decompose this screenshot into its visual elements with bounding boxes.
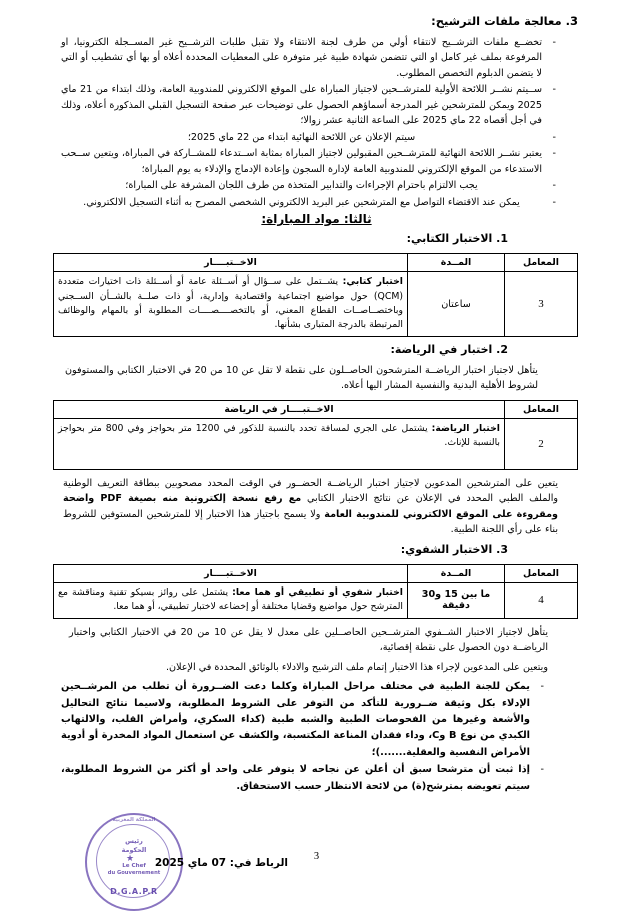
sport-test-table (53, 400, 578, 470)
signature-area (55, 799, 578, 897)
materials-heading: ثالثا: مواد المباراة: (261, 212, 372, 227)
stamp-line-3: Le Chef (122, 863, 146, 870)
list-item: - سيتم الإعلان عن اللائحة النهائية ابتداء من 22 ماي 2025؛ (61, 130, 556, 146)
oral-test-table (53, 564, 578, 619)
list-item: - إذا ثبت أن مترشحا سبق أن أعلن عن نجاحه لا يتوفر على واحد أو أكثر من الشروط المطلوبة، سيتم تعويضه بمترشح(ة) من لائحة الانتظار حسب الاستحقاق. (61, 762, 544, 795)
stamp-line-2: الحكومة (121, 846, 147, 855)
written-test-heading: 1. الاختبار الكتابي: (406, 232, 508, 246)
stamp-abbreviation: D.G.A.P.R (110, 887, 158, 897)
header-sport-test: الاخــتبــــار في الرياضة (54, 400, 505, 418)
list-item: - يمكن عند الاقتضاء التواصل مع المترشحين عبر البريد الالكتروني الشخصي المصرح به أثناء التسجيل الالكتروني. (61, 195, 556, 211)
header-coefficient: المعامل (505, 400, 578, 418)
cell-coefficient: 2 (505, 418, 578, 469)
cell-description-body: يشتمل على الجري لمسافة تحدد بالنسبة للذكور في 1200 متر بحواجز وفي 800 متر بحواجز بالنسبة للإناث. (58, 422, 500, 449)
header-duration: المــدة (408, 564, 505, 582)
header-test: الاخــتبــــار (54, 254, 408, 272)
cell-description-lead: اختبار شفوي أو تطبيقي أو هما معا: (232, 586, 403, 598)
cell-duration: ساعتان (408, 272, 505, 337)
sport-test-note (63, 476, 558, 538)
cell-description (54, 582, 408, 618)
sport-note-bold: مع رفع نسخة إلكترونية منه بصيغة PDF واضحة ومقروءة على الموقع الالكتروني للمندوبية العامة (63, 493, 558, 520)
cell-description-lead: اختبار الرياضة: (431, 422, 500, 434)
list-item: - يجب الالتزام باحترام الإجراءات والتدابير المتخذة من طرف اللجان المشرفة على المباراة؛ (61, 178, 556, 194)
star-icon: ★ (126, 854, 135, 865)
table-row (54, 272, 578, 337)
section-3-heading: 3. معالجة ملفات الترشيح: (431, 14, 578, 28)
list-item: - تخضــع ملفات الترشــيح لانتقاء أولي من طرف لجنة الانتقاء ولا تقبل طلبات الترشــيح غير المســجلة الكترونيا، او المرفوعة بملف غير كامل او التي تتضمن شهادة طبية غير متوفرة على المعطيات المحددة أعلاه أو بها أي تشطيب أو التي لا يتضمن الدبلوم التخصص المطلوب. (61, 35, 556, 82)
list-item: - يمكن للجنة الطبية في مختلف مراحل المباراة وكلما دعت الضــرورة أن تطلب من المرشــحين الإدلاء بكل وثيقة ضــرورية للتأكد من التوفر على الشروط المطلوبة، ولاسيما نتائج التحاليل والأشعة وغيرها من الفحوصات الطبية والشبه طبية (كداء السكري، وأمراض القلب، والالتهاب الكبدي من نوع B وC، وداء فقدان المناعة المكتسبة، والكشف عن استعمال المواد المخدرة أو أدوية الأمراض النفسية والعقلية.......)؛ (61, 679, 544, 761)
header-duration: المــدة (408, 254, 505, 272)
table-header-row (54, 254, 578, 272)
sport-note-part1: يتعين على المترشحين المدعوين لاجتياز اختبار الرياضــة الحضــور في الوقت المحدد مصحوبين ببطاقة التعريف الوطنية والملف الطبي المحدد في الإعلان عن نتائج الاختبار الكتابي (63, 477, 558, 505)
cell-coefficient: 3 (505, 272, 578, 337)
header-test: الاخــتبــــار (54, 564, 408, 582)
header-coefficient: المعامل (505, 254, 578, 272)
cell-duration: ما بين 15 و30 دقيقة (408, 582, 505, 618)
section-3-bullet-list (55, 35, 578, 211)
cell-description (54, 272, 408, 337)
list-item: - يعتبر نشــر اللائحة النهائية للمترشــحين المقبولين لاجتياز المباراة بمثابة اســتدعاء للمشــاركة في المباراة، ويتعين ســحب الاستدعاء من الموقع الإلكتروني للمندوبية العامة لإدارة السجون وإعادة الإدماج والإدلاء به يوم المباراة؛ (61, 146, 556, 177)
sport-test-intro: يتأهل لاجتياز اختبار الرياضــة المترشحون الحاصــلون على نقطة لا تقل عن 10 من 20 في الاختبار الكتابي والمستوفون لشروط الأهلية البدنية والنفسية المشار اليها أعلاه. (65, 364, 538, 392)
stamp-line-4: du Gouvernement (107, 870, 161, 877)
table-row (54, 418, 578, 469)
stamp-arc-text: المملكة المغربية (112, 817, 156, 824)
final-notes-list (55, 679, 578, 795)
oral-test-note-1: يتأهل لاجتياز الاختبار الشــفوي المترشــحين الحاصــلين على معدل لا يقل عن 10 من 20 في الاختبار الكتابي واختبار الرياضــة دون الحصول على نقطة إقصائية، (69, 626, 548, 654)
date-line: الرباط في: 07 ماي 2025 (154, 857, 288, 870)
cell-description-body: يشــتمل على ســؤال أو أســئلة عامة أو أســئلة ذات اختيارات متعددة (QCM) حول مواضيع اجتماعية واقتصادية وإدارية، أو ذات صلــة بالشــأن الســجني وباختصــاصــات القطاع المعني، أو بالتخصــــصــــات المطلوبة أو بالمهام والوظائف المرتبطة بالدرجة المتبارى بشأنها. (58, 276, 403, 331)
oral-test-note-2: ويتعين على المدعوين لإجراء هذا الاختبار إتمام ملف الترشيح والادلاء بالوثائق المحددة في الإعلان. (165, 661, 548, 673)
sport-test-heading: 2. اختبار في الرياضة: (390, 342, 508, 356)
stamp-line-1: رئيس (125, 837, 143, 846)
cell-description-body: يشتمل على روائز بسيكو تقنية ومناقشة مع المترشح حول مواضيع وقضايا مختلفة أو إخضاعه لاختبار تطبيقي، أو هما معا. (58, 586, 403, 613)
oral-test-heading: 3. الاختبار الشفوي: (400, 542, 508, 556)
page-number: 3 (313, 851, 320, 862)
written-test-table (53, 253, 578, 337)
cell-description-lead: اختبار كتابي: (342, 276, 403, 288)
sport-note-part2: ولا يسمح باجتياز هذا الاختبار إلا للمترشحين المستوفين للشروط بناء على رأي اللجنة الطبية. (63, 508, 558, 536)
table-row (54, 582, 578, 618)
cell-description (54, 418, 505, 469)
table-header-row (54, 564, 578, 582)
table-header-row (54, 400, 578, 418)
header-coefficient: المعامل (505, 564, 578, 582)
list-item: - ســيتم نشــر اللائحة الأولية للمترشــحين لاجتياز المباراة على الموقع الالكتروني للمندوبية العامة، وذلك ابتداء من 21 ماي 2025 ويمكن للمترشحين غير المدرجة أسماؤهم الحصول على توضيحات عبر صفحة التسجيل القبلي المذكورة أعلاه، وذلك في أجل أقصاه 22 ماي 2025 على الساعة الثانية عشر زوالا؛ (61, 82, 556, 129)
cell-coefficient: 4 (505, 582, 578, 618)
